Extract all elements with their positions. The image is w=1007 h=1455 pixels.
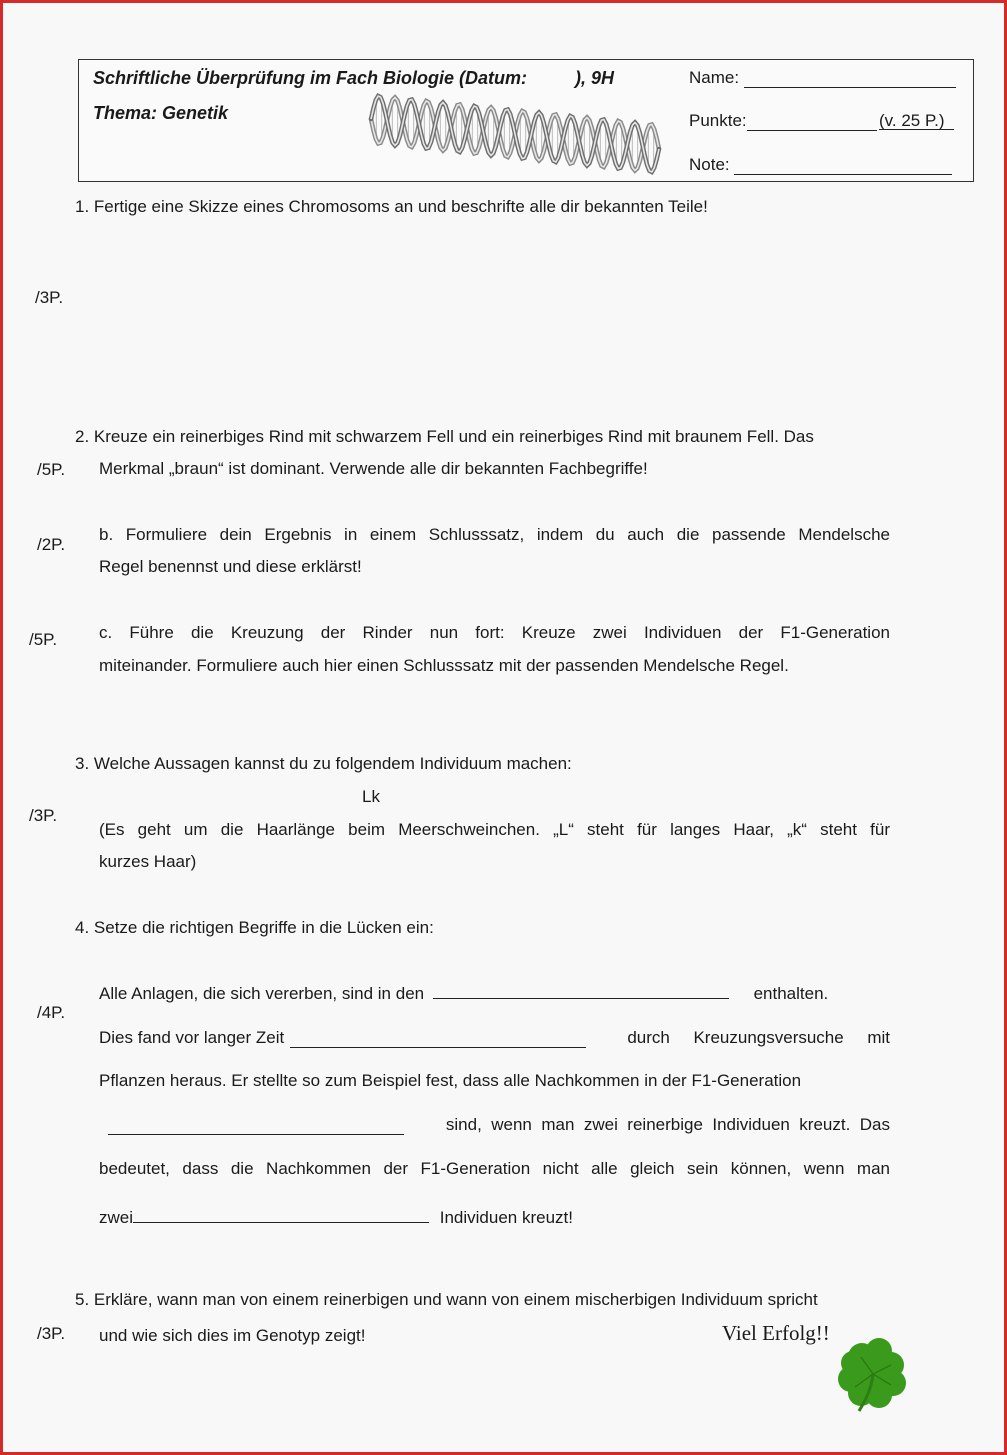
q5-line2: und wie sich dies im Genotyp zeigt! [99,1326,366,1345]
exam-theme: Thema: Genetik [93,103,229,123]
q3-genotype: Lk [362,787,380,806]
q2-line1: 2. Kreuze ein reinerbiges Rind mit schwarzem Fell und ein reinerbiges Rind mit braunem Fell. Das [75,427,814,446]
q3-note-line2: kurzes Haar) [99,852,197,871]
name-line[interactable] [744,71,956,88]
gap-4[interactable] [133,1196,429,1223]
q4-text: 4. Setze die richtigen Begriffe in die Lücken ein: [75,918,434,937]
closing-wish: Viel Erfolg!! [722,1321,830,1345]
points-total-underline [879,129,954,130]
q2-line2: Merkmal „braun“ ist dominant. Verwende alle dir bekannten Fachbegriffe! [99,459,648,478]
name-label: Name: [689,68,740,87]
points-label: Punkte: [689,111,747,130]
grade-field[interactable] [689,155,952,175]
exam-title: Schriftliche Überprüfung im Fach Biologie (Datum: ), 9H [93,68,615,88]
q3-note-line1: (Es geht um die Haarlänge beim Meerschweinchen. „L“ steht für langes Haar, „k“ steht für [99,820,890,839]
q4-line2: Dies fand vor langer Zeit durch Kreuzungsversuche mit [99,1028,890,1047]
q2c-points: /5P. [29,630,58,649]
gap-3[interactable] [108,1114,404,1135]
q2b-points: /2P. [37,535,66,554]
grade-line[interactable] [734,158,952,175]
q2b-line1: b. Formuliere dein Ergebnis in einem Schlusssatz, indem du auch die passende Mendelsche [99,525,890,544]
q4-line1: Alle Anlagen, die sich vererben, sind in den enthalten. [99,977,828,1010]
points-field[interactable] [689,111,877,131]
q1-text: 1. Fertige eine Skizze eines Chromosoms an und beschrifte alle dir bekannten Teile! [75,197,708,216]
grade-label: Note: [689,155,730,174]
q4-points: /4P. [37,1003,66,1022]
q4-line3: Pflanzen heraus. Er stellte so zum Beispiel fest, dass alle Nachkommen in der F1-Generation [99,1071,802,1090]
q4-line4: sind, wenn man zwei reinerbige Individuen kreuzt. Das [99,1108,890,1141]
q4-line5: bedeutet, dass die Nachkommen der F1-Generation nicht alle gleich sein können, wenn man [99,1159,890,1178]
q2b-line2: Regel benennst und diese erklärst! [99,557,362,576]
q3-points: /3P. [29,806,58,825]
q2c-line2: miteinander. Formuliere auch hier einen Schlusssatz mit der passenden Mendelsche Regel. [99,656,789,675]
four-leaf-clover-icon [835,1335,913,1413]
gap-2[interactable] [290,1027,586,1048]
q5-points: /3P. [37,1324,66,1343]
points-total: (v. 25 P.) [879,111,945,130]
dna-helix-icon [365,91,670,179]
q4-line6: zwei Individuen kreuzt! [99,1196,573,1234]
q1-points: /3P. [35,288,64,307]
q3-text: 3. Welche Aussagen kannst du zu folgendem Individuum machen: [75,754,572,773]
q2c-line1: c. Führe die Kreuzung der Rinder nun fort: Kreuze zwei Individuen der F1-Generation [99,623,890,642]
q5-line1: 5. Erkläre, wann man von einem reinerbigen und wann von einem mischerbigen Individuum spricht [75,1290,818,1309]
points-line[interactable] [747,114,877,131]
name-field[interactable] [689,68,956,88]
q2-points: /5P. [37,460,66,479]
gap-1[interactable] [433,978,729,999]
